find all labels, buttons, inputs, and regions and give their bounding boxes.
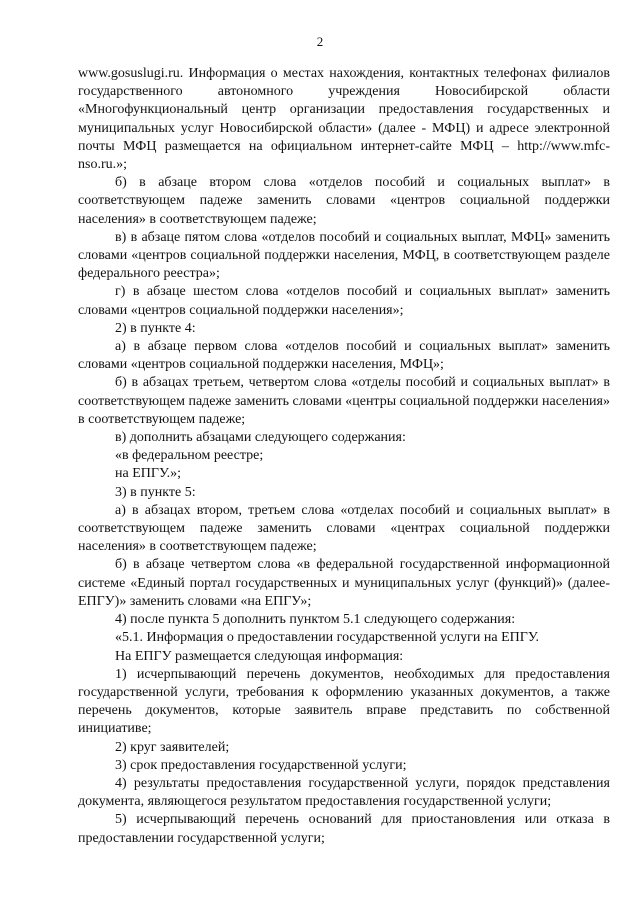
paragraph: 5) исчерпывающий перечень оснований для приостановления или отказа в предоставлении государственной услуги; [78, 812, 610, 846]
paragraph: б) в абзаце втором слова «отделов пособий и социальных выплат» в соответствующем падеже заменить словами «центров социальной поддержки населения» в соответствующем падеже; [78, 175, 610, 227]
page-number: 2 [316, 34, 324, 49]
paragraph: на ЕПГУ.»; [115, 466, 181, 482]
paragraph: б) в абзацах третьем, четвертом слова «отделы пособий и социальных выплат» в соответствующем падеже заменить словами «центры социальной поддержки населения» в соответствующем падеже; [78, 375, 610, 427]
paragraph: «в федеральном реестре; [115, 448, 264, 464]
paragraph: в) дополнить абзацами следующего содержания: [115, 430, 406, 446]
paragraph: 4) результаты предоставления государственной услуги, порядок представления документа, являющегося результатом предоставления государственной услуги; [78, 775, 610, 810]
document-body [78, 65, 610, 848]
paragraph: г) в абзаце шестом слова «отделов пособий и социальных выплат» заменить словами «центров социальной поддержки населения»; [78, 284, 610, 318]
paragraph: 1) исчерпывающий перечень документов, необходимых для предоставления государственной услуги, требования к оформлению указанных документов, а также перечень документов, которые заявитель вправе представить по собственной инициативе; [78, 666, 610, 737]
paragraph: 3) срок предоставления государственной услуги; [115, 757, 407, 773]
paragraph: б) в абзаце четвертом слова «в федеральной государственной информационной системе «Единый портал государственных и муниципальных услуг (функций)» (далее-ЕПГУ)» заменить словами «на ЕПГУ»; [78, 557, 610, 609]
paragraph: 2) в пункте 4: [115, 320, 196, 336]
paragraph: в) в абзаце пятом слова «отделов пособий и социальных выплат, МФЦ» заменить словами «центров социальной поддержки населения, МФЦ, в соответствующем разделе федерального реестра»; [78, 229, 610, 282]
paragraph: На ЕПГУ размещается следующая информация: [115, 648, 404, 664]
paragraph: а) в абзаце первом слова «отделов пособий и социальных выплат» заменить словами «центров социальной поддержки населения, МФЦ»; [78, 339, 610, 373]
paragraph: 4) после пункта 5 дополнить пунктом 5.1 следующего содержания: [115, 612, 516, 628]
paragraph: 3) в пункте 5: [115, 484, 196, 500]
paragraph: а) в абзацах втором, третьем слова «отделах пособий и социальных выплат» в соответствующем падеже заменить словами «центрах социальной поддержки населения» в соответствующем падеже; [78, 502, 610, 555]
paragraph: 2) круг заявителей; [115, 739, 230, 755]
paragraph: «5.1. Информация о предоставлении государственной услуги на ЕПГУ. [115, 630, 539, 646]
paragraph: www.gosuslugi.ru. Информация о местах нахождения, контактных телефонах филиалов государственного автономного учреждения Новосибирской области «Многофункциональный центр организации предоставления государственных и муниципальных услуг Новосибирской области» (далее - МФЦ) и адресе электронной почты МФЦ размещается на официальном интернет-сайте МФЦ – http://www.mfc-nso.ru.»; [78, 66, 610, 173]
